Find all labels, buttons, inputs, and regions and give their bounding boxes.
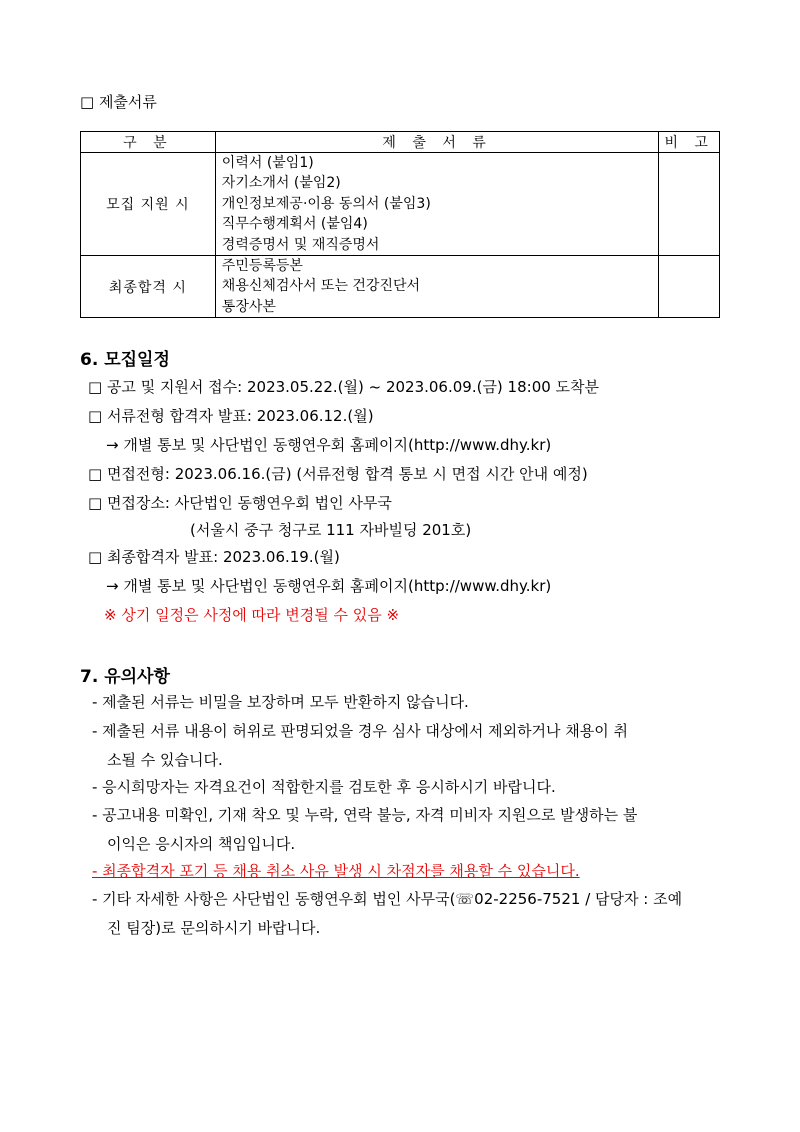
schedule-title: 6. 모집일정 xyxy=(80,350,170,370)
document-item: 직무수행계획서 (붙임4) xyxy=(221,216,368,233)
caution-item-highlight xyxy=(92,857,722,886)
caution-text-continued: 진 팀장)로 문의하시기 바랍니다. xyxy=(107,919,321,937)
schedule-item: □ 서류전형 합격자 발표: 2023.06.12.(월) xyxy=(88,407,374,425)
document-item: 주민등록등본 xyxy=(221,257,303,274)
document-item: 통장사본 xyxy=(221,298,276,315)
schedule-subitem: (서울시 중구 청구로 111 자바빌딩 201호) xyxy=(190,521,472,539)
caution-text: - 최종합격자 포기 등 채용 취소 사유 발생 시 차점자를 채용할 수 있습니다. xyxy=(92,862,580,880)
caution-item xyxy=(92,885,722,943)
caution-item xyxy=(92,717,722,775)
schedule-subitem: → 개별 통보 및 사단법인 동행연우회 홈페이지(http://www.dhy.kr) xyxy=(106,577,552,595)
cautions-title: 7. 유의사항 xyxy=(80,667,170,687)
table-row xyxy=(81,255,720,317)
caution-text: - 공고내용 미확인, 기재 착오 및 누락, 연락 불능, 자격 미비자 지원으로 발생하는 불 xyxy=(92,806,638,824)
document-item: 경력증명서 및 재직증명서 xyxy=(221,236,380,253)
header-category: 구 분 xyxy=(81,132,216,153)
row-category: 모집 지원 시 xyxy=(81,153,216,256)
document-item: 개인정보제공·이용 동의서 (붙임3) xyxy=(221,195,431,212)
row-category: 최종합격 시 xyxy=(81,255,216,317)
header-note: 비 고 xyxy=(659,132,720,153)
submission-table xyxy=(80,131,720,318)
caution-item xyxy=(92,801,722,859)
table-row xyxy=(81,153,720,256)
caution-text: - 제출된 서류는 비밀을 보장하며 모두 반환하지 않습니다. xyxy=(92,693,469,711)
schedule-notice: ※ 상기 일정은 사정에 따라 변경될 수 있음 ※ xyxy=(104,606,400,624)
row-note xyxy=(659,153,720,256)
schedule-item: □ 면접장소: 사단법인 동행연우회 법인 사무국 xyxy=(88,494,392,512)
caution-text: - 응시희망자는 자격요건이 적합한지를 검토한 후 응시하시기 바랍니다. xyxy=(92,778,556,796)
document-item: 채용신체검사서 또는 건강진단서 xyxy=(221,278,421,295)
schedule-item: □ 면접전형: 2023.06.16.(금) (서류전형 합격 통보 시 면접 시간 안내 예정) xyxy=(88,465,588,483)
header-documents: 제 출 서 류 xyxy=(215,132,659,153)
caution-item xyxy=(92,688,722,717)
document-item: 자기소개서 (붙임2) xyxy=(221,175,341,192)
caution-text: - 기타 자세한 사항은 사단법인 동행연우회 법인 사무국(☏02-2256-7521 / 담당자 : 조예 xyxy=(92,890,683,908)
caution-text: - 제출된 서류 내용이 허위로 판명되었을 경우 심사 대상에서 제외하거나 채용이 취 xyxy=(92,722,629,740)
row-note xyxy=(659,255,720,317)
caution-text-continued: 이익은 응시자의 책임입니다. xyxy=(107,835,296,853)
row-documents xyxy=(215,153,659,256)
schedule-subitem: → 개별 통보 및 사단법인 동행연우회 홈페이지(http://www.dhy.kr) xyxy=(106,436,552,454)
caution-text-continued: 소될 수 있습니다. xyxy=(107,751,223,769)
schedule-item: □ 공고 및 지원서 접수: 2023.05.22.(월) ~ 2023.06.09.(금) 18:00 도착분 xyxy=(88,378,600,396)
table-header-row xyxy=(81,132,720,153)
submission-heading: □ 제출서류 xyxy=(80,93,157,111)
schedule-item: □ 최종합격자 발표: 2023.06.19.(월) xyxy=(88,548,340,566)
caution-item xyxy=(92,773,722,802)
row-documents xyxy=(215,255,659,317)
document-item: 이력서 (붙임1) xyxy=(221,155,314,171)
